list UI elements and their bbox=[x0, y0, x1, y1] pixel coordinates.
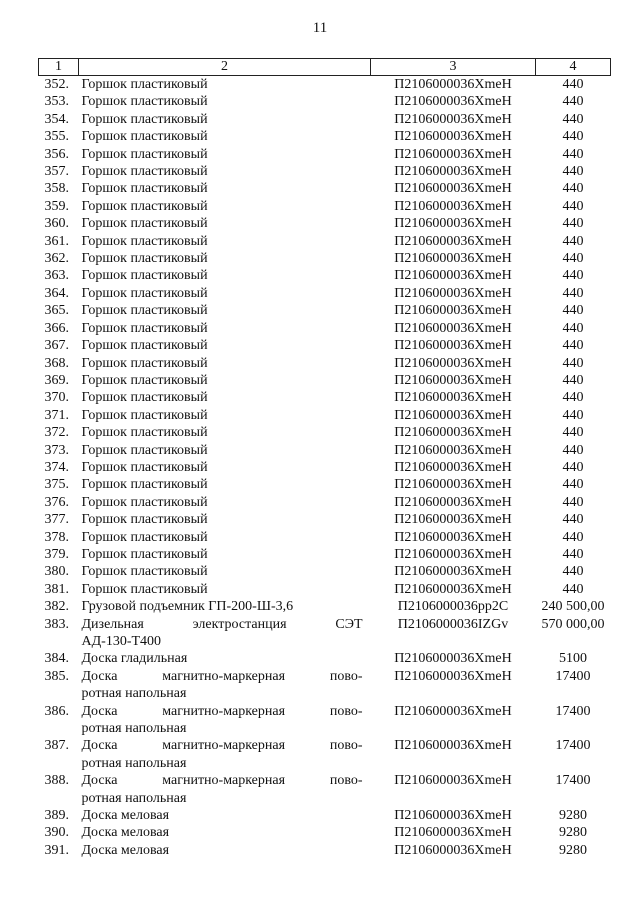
item-name-line: АД-130-Т400 bbox=[81, 634, 162, 649]
item-value: 440 bbox=[562, 181, 584, 197]
row-number: 357. bbox=[44, 164, 69, 180]
row-number: 359. bbox=[44, 198, 69, 214]
item-code: П2106000036XmeH bbox=[394, 407, 512, 423]
item-name: Грузовой подъемник ГП-200-Ш-3,6 bbox=[81, 599, 294, 615]
table-row bbox=[39, 146, 611, 163]
item-code: П2106000036XmeH bbox=[394, 77, 512, 92]
item-name: Горшок пластиковый bbox=[81, 129, 208, 145]
item-value: 440 bbox=[562, 77, 584, 92]
item-value: 440 bbox=[562, 94, 584, 110]
item-code: П2106000036XmeH bbox=[394, 512, 512, 528]
item-value: 440 bbox=[562, 285, 584, 301]
item-name: Горшок пластиковый bbox=[81, 390, 208, 406]
item-code: П2106000036XmeH bbox=[394, 703, 512, 719]
table-row bbox=[39, 337, 611, 354]
item-name: Горшок пластиковый bbox=[81, 146, 208, 162]
item-name-line: Доска магнитно-маркерная пово- bbox=[81, 738, 363, 754]
item-name bbox=[79, 703, 371, 738]
item-name-line: ротная напольная bbox=[81, 755, 187, 771]
table-row bbox=[39, 233, 611, 250]
item-value: 440 bbox=[562, 494, 584, 510]
item-value: 440 bbox=[562, 407, 584, 423]
item-value: 17400 bbox=[555, 703, 591, 719]
page-number: 11 bbox=[312, 20, 328, 36]
item-value: 240 500,00 bbox=[541, 599, 605, 615]
item-value: 17400 bbox=[555, 773, 591, 789]
table-row bbox=[39, 737, 611, 772]
table-row bbox=[39, 250, 611, 267]
item-name: Горшок пластиковый bbox=[81, 425, 208, 441]
column-header-4: 4 bbox=[536, 59, 611, 76]
row-number: 365. bbox=[44, 303, 69, 319]
item-code: П2106000036XmeH bbox=[394, 94, 512, 110]
item-code: П2106000036XmeH bbox=[394, 546, 512, 562]
table-row bbox=[39, 842, 611, 859]
item-code: П2106000036XmeH bbox=[394, 808, 512, 824]
table-row bbox=[39, 372, 611, 389]
column-header-1: 1 bbox=[39, 59, 79, 76]
table-row bbox=[39, 807, 611, 824]
item-name: Горшок пластиковый bbox=[81, 477, 208, 493]
row-number: 383. bbox=[44, 616, 69, 632]
item-name-line: Доска магнитно-маркерная пово- bbox=[81, 703, 363, 719]
table-row bbox=[39, 442, 611, 459]
item-name: Горшок пластиковый bbox=[81, 494, 208, 510]
item-name: Горшок пластиковый bbox=[81, 529, 208, 545]
table-header-row bbox=[39, 59, 611, 76]
item-code: П2106000036XmeH bbox=[394, 338, 512, 354]
item-code: П2106000036IZGv bbox=[397, 616, 509, 632]
table-row bbox=[39, 163, 611, 180]
item-name: Горшок пластиковый bbox=[81, 320, 208, 336]
table-row bbox=[39, 424, 611, 441]
table-row bbox=[39, 285, 611, 302]
item-value: 17400 bbox=[555, 668, 591, 684]
item-name: Горшок пластиковый bbox=[81, 372, 208, 388]
item-name-line: Доска магнитно-маркерная пово- bbox=[81, 773, 363, 789]
row-number: 356. bbox=[44, 146, 69, 162]
item-value: 9280 bbox=[559, 842, 587, 858]
column-header-2: 2 bbox=[79, 59, 371, 76]
item-name bbox=[79, 772, 371, 807]
item-name: Горшок пластиковый bbox=[81, 164, 208, 180]
item-name: Горшок пластиковый bbox=[81, 77, 208, 92]
item-value: 440 bbox=[562, 129, 584, 145]
item-name-line: ротная напольная bbox=[81, 721, 187, 737]
row-number: 382. bbox=[44, 599, 69, 615]
row-number: 381. bbox=[44, 581, 69, 597]
item-value: 440 bbox=[562, 111, 584, 127]
table-row bbox=[39, 111, 611, 128]
table-row bbox=[39, 93, 611, 110]
row-number: 385. bbox=[44, 668, 69, 684]
row-number: 352. bbox=[44, 77, 69, 92]
item-value: 440 bbox=[562, 216, 584, 232]
table-row bbox=[39, 703, 611, 738]
item-code: П2106000036XmeH bbox=[394, 581, 512, 597]
table-row bbox=[39, 476, 611, 493]
item-code: П2106000036XmeH bbox=[394, 477, 512, 493]
table-row bbox=[39, 511, 611, 528]
table-row bbox=[39, 824, 611, 841]
row-number: 368. bbox=[44, 355, 69, 371]
item-name: Доска меловая bbox=[81, 808, 170, 824]
row-number: 371. bbox=[44, 407, 69, 423]
row-number: 360. bbox=[44, 216, 69, 232]
table-row bbox=[39, 267, 611, 284]
item-value: 440 bbox=[562, 477, 584, 493]
table-row bbox=[39, 650, 611, 667]
item-value: 9280 bbox=[559, 808, 587, 824]
item-code: П2106000036XmeH bbox=[394, 181, 512, 197]
item-value: 440 bbox=[562, 546, 584, 562]
item-name bbox=[79, 737, 371, 772]
table-row bbox=[39, 355, 611, 372]
row-number: 361. bbox=[44, 233, 69, 249]
row-number: 354. bbox=[44, 111, 69, 127]
item-name-line: Доска магнитно-маркерная пово- bbox=[81, 668, 363, 684]
item-code: П2106000036XmeH bbox=[394, 233, 512, 249]
item-value: 440 bbox=[562, 459, 584, 475]
row-number: 376. bbox=[44, 494, 69, 510]
item-value: 440 bbox=[562, 581, 584, 597]
item-value: 440 bbox=[562, 372, 584, 388]
item-value: 440 bbox=[562, 564, 584, 580]
item-name: Горшок пластиковый bbox=[81, 338, 208, 354]
item-name: Горшок пластиковый bbox=[81, 251, 208, 267]
item-code: П2106000036XmeH bbox=[394, 164, 512, 180]
inventory-table bbox=[38, 58, 611, 859]
item-name: Горшок пластиковый bbox=[81, 285, 208, 301]
table-row bbox=[39, 320, 611, 337]
item-code: П2106000036XmeH bbox=[394, 564, 512, 580]
item-value: 440 bbox=[562, 512, 584, 528]
row-number: 367. bbox=[44, 338, 69, 354]
row-number: 391. bbox=[44, 842, 69, 858]
row-number: 374. bbox=[44, 459, 69, 475]
row-number: 387. bbox=[44, 738, 69, 754]
item-value: 440 bbox=[562, 146, 584, 162]
row-number: 378. bbox=[44, 529, 69, 545]
item-value: 570 000,00 bbox=[541, 616, 605, 632]
table-row bbox=[39, 459, 611, 476]
row-number: 353. bbox=[44, 94, 69, 110]
item-name bbox=[79, 616, 371, 651]
item-value: 440 bbox=[562, 320, 584, 336]
row-number: 370. bbox=[44, 390, 69, 406]
row-number: 366. bbox=[44, 320, 69, 336]
item-code: П2106000036XmeH bbox=[394, 216, 512, 232]
item-value: 9280 bbox=[559, 825, 587, 841]
row-number: 379. bbox=[44, 546, 69, 562]
table-row bbox=[39, 563, 611, 580]
table-row bbox=[39, 389, 611, 406]
item-name-line: ротная напольная bbox=[81, 686, 187, 702]
table-row bbox=[39, 772, 611, 807]
item-value: 440 bbox=[562, 338, 584, 354]
table-row bbox=[39, 668, 611, 703]
item-name: Горшок пластиковый bbox=[81, 94, 208, 110]
item-code: П2106000036XmeH bbox=[394, 668, 512, 684]
item-code: П2106000036XmeH bbox=[394, 198, 512, 214]
item-value: 440 bbox=[562, 303, 584, 319]
item-value: 5100 bbox=[559, 651, 587, 667]
item-name: Доска гладильная bbox=[81, 651, 188, 667]
row-number: 380. bbox=[44, 564, 69, 580]
item-value: 440 bbox=[562, 251, 584, 267]
item-name: Горшок пластиковый bbox=[81, 303, 208, 319]
item-code: П2106000036XmeH bbox=[394, 459, 512, 475]
row-number: 372. bbox=[44, 425, 69, 441]
column-header-3: 3 bbox=[371, 59, 536, 76]
table-row bbox=[39, 198, 611, 215]
item-name: Горшок пластиковый bbox=[81, 111, 208, 127]
item-value: 440 bbox=[562, 164, 584, 180]
row-number: 363. bbox=[44, 268, 69, 284]
item-code: П2106000036XmeH bbox=[394, 285, 512, 301]
item-value: 440 bbox=[562, 390, 584, 406]
item-name: Горшок пластиковый bbox=[81, 512, 208, 528]
item-value: 440 bbox=[562, 425, 584, 441]
item-code: П2106000036XmeH bbox=[394, 111, 512, 127]
table-row bbox=[39, 407, 611, 424]
item-code: П2106000036XmeH bbox=[394, 355, 512, 371]
item-value: 440 bbox=[562, 442, 584, 458]
item-code: П2106000036XmeH bbox=[394, 303, 512, 319]
item-name: Горшок пластиковый bbox=[81, 216, 208, 232]
item-value: 440 bbox=[562, 198, 584, 214]
row-number: 389. bbox=[44, 808, 69, 824]
table-row bbox=[39, 494, 611, 511]
item-code: П2106000036XmeH bbox=[394, 442, 512, 458]
item-value: 17400 bbox=[555, 738, 591, 754]
item-value: 440 bbox=[562, 268, 584, 284]
item-name: Горшок пластиковый bbox=[81, 442, 208, 458]
item-name: Доска меловая bbox=[81, 842, 170, 858]
item-name: Горшок пластиковый bbox=[81, 198, 208, 214]
row-number: 373. bbox=[44, 442, 69, 458]
table-body bbox=[39, 76, 611, 860]
item-name: Горшок пластиковый bbox=[81, 459, 208, 475]
item-code: П2106000036XmeH bbox=[394, 773, 512, 789]
table-row bbox=[39, 215, 611, 232]
row-number: 362. bbox=[44, 251, 69, 267]
item-code: П2106000036XmeH bbox=[394, 529, 512, 545]
row-number: 384. bbox=[44, 651, 69, 667]
item-value: 440 bbox=[562, 529, 584, 545]
item-name-line: Дизельная электростанция СЭТ bbox=[81, 616, 363, 632]
row-number: 377. bbox=[44, 512, 69, 528]
item-name: Доска меловая bbox=[81, 825, 170, 841]
table-row bbox=[39, 529, 611, 546]
table-row bbox=[39, 128, 611, 145]
row-number: 386. bbox=[44, 703, 69, 719]
item-name: Горшок пластиковый bbox=[81, 564, 208, 580]
item-name: Горшок пластиковый bbox=[81, 407, 208, 423]
item-code: П2106000036XmeH bbox=[394, 146, 512, 162]
item-code: П2106000036XmeH bbox=[394, 320, 512, 336]
row-number: 355. bbox=[44, 129, 69, 145]
item-code: П2106000036XmeH bbox=[394, 372, 512, 388]
table-row bbox=[39, 546, 611, 563]
row-number: 364. bbox=[44, 285, 69, 301]
item-name: Горшок пластиковый bbox=[81, 581, 208, 597]
item-name: Горшок пластиковый bbox=[81, 233, 208, 249]
item-value: 440 bbox=[562, 233, 584, 249]
item-code: П2106000036XmeH bbox=[394, 129, 512, 145]
item-code: П2106000036XmeH bbox=[394, 494, 512, 510]
item-code: П2106000036XmeH bbox=[394, 268, 512, 284]
item-code: П2106000036XmeH bbox=[394, 251, 512, 267]
item-name: Горшок пластиковый bbox=[81, 355, 208, 371]
item-name bbox=[79, 668, 371, 703]
item-code: П2106000036XmeH bbox=[394, 390, 512, 406]
item-name-line: ротная напольная bbox=[81, 790, 187, 806]
row-number: 358. bbox=[44, 181, 69, 197]
item-value: 440 bbox=[562, 355, 584, 371]
table-row bbox=[39, 581, 611, 598]
table-row bbox=[39, 616, 611, 651]
table-row bbox=[39, 180, 611, 197]
item-name: Горшок пластиковый bbox=[81, 181, 208, 197]
item-code: П2106000036XmeH bbox=[394, 825, 512, 841]
item-code: П2106000036XmeH bbox=[394, 842, 512, 858]
row-number: 369. bbox=[44, 372, 69, 388]
item-code: П2106000036pp2C bbox=[397, 599, 509, 615]
item-name: Горшок пластиковый bbox=[81, 546, 208, 562]
item-code: П2106000036XmeH bbox=[394, 425, 512, 441]
table-row bbox=[39, 302, 611, 319]
row-number: 390. bbox=[44, 825, 69, 841]
table-row bbox=[39, 76, 611, 94]
row-number: 375. bbox=[44, 477, 69, 493]
item-code: П2106000036XmeH bbox=[394, 651, 512, 667]
row-number: 388. bbox=[44, 773, 69, 789]
item-code: П2106000036XmeH bbox=[394, 738, 512, 754]
table-row bbox=[39, 598, 611, 615]
item-name: Горшок пластиковый bbox=[81, 268, 208, 284]
